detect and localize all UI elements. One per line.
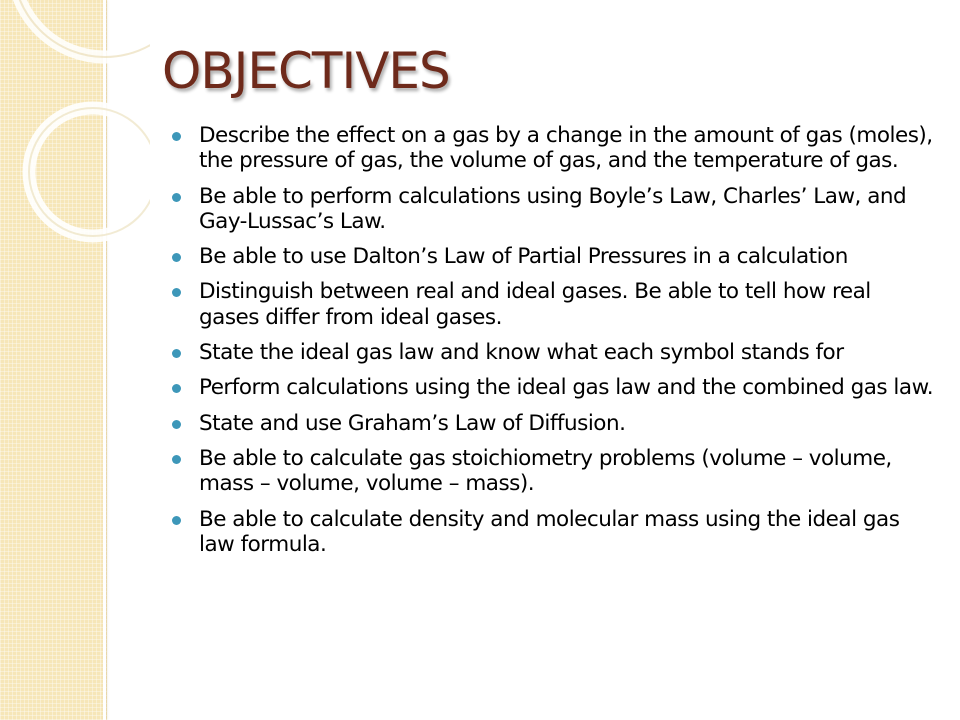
list-item-text: Be able to use Dalton’s Law of Partial Pressures in a calculation xyxy=(199,244,848,270)
list-item xyxy=(164,244,934,269)
list-item xyxy=(164,411,934,436)
list-item xyxy=(164,446,934,497)
list-item-text: Be able to calculate gas stoichiometry problems (volume – volume, mass – volume, volume – mass). xyxy=(199,445,892,497)
list-item-text: Be able to calculate density and molecular mass using the ideal gas law formula. xyxy=(199,506,900,557)
list-item xyxy=(164,507,934,558)
list-item-text: Be able to perform calculations using Boyle’s Law, Charles’ Law, and Gay-Lussac’s Law. xyxy=(199,183,907,234)
list-item-text: Distinguish between real and ideal gases. Be able to tell how real gases differ from ideal gases. xyxy=(199,279,871,330)
slide-content xyxy=(164,123,934,567)
bullet-dot-icon xyxy=(172,253,181,262)
bullet-dot-icon xyxy=(172,455,181,464)
bullet-dot-icon xyxy=(172,288,181,297)
list-item-text: State and use Graham’s Law of Diffusion. xyxy=(199,410,626,436)
bullet-dot-icon xyxy=(172,132,181,141)
decorative-circles xyxy=(0,0,150,300)
list-item-text: Perform calculations using the ideal gas law and the combined gas law. xyxy=(199,375,934,401)
bullet-dot-icon xyxy=(172,420,181,429)
bullet-dot-icon xyxy=(172,349,181,358)
bullet-dot-icon xyxy=(172,193,181,202)
list-item xyxy=(164,340,934,365)
list-item-text: State the ideal gas law and know what each symbol stands for xyxy=(199,340,844,366)
slide-title: OBJECTIVES xyxy=(162,42,450,100)
list-item xyxy=(164,375,934,400)
objectives-list xyxy=(164,123,934,557)
list-item xyxy=(164,123,934,174)
bullet-dot-icon xyxy=(172,384,181,393)
list-item-text: Describe the effect on a gas by a change in the amount of gas (moles), the pressure of gas, the volume of gas, and the temperature of gas. xyxy=(199,123,933,174)
bullet-dot-icon xyxy=(172,516,181,525)
list-item xyxy=(164,184,934,235)
list-item xyxy=(164,279,934,330)
